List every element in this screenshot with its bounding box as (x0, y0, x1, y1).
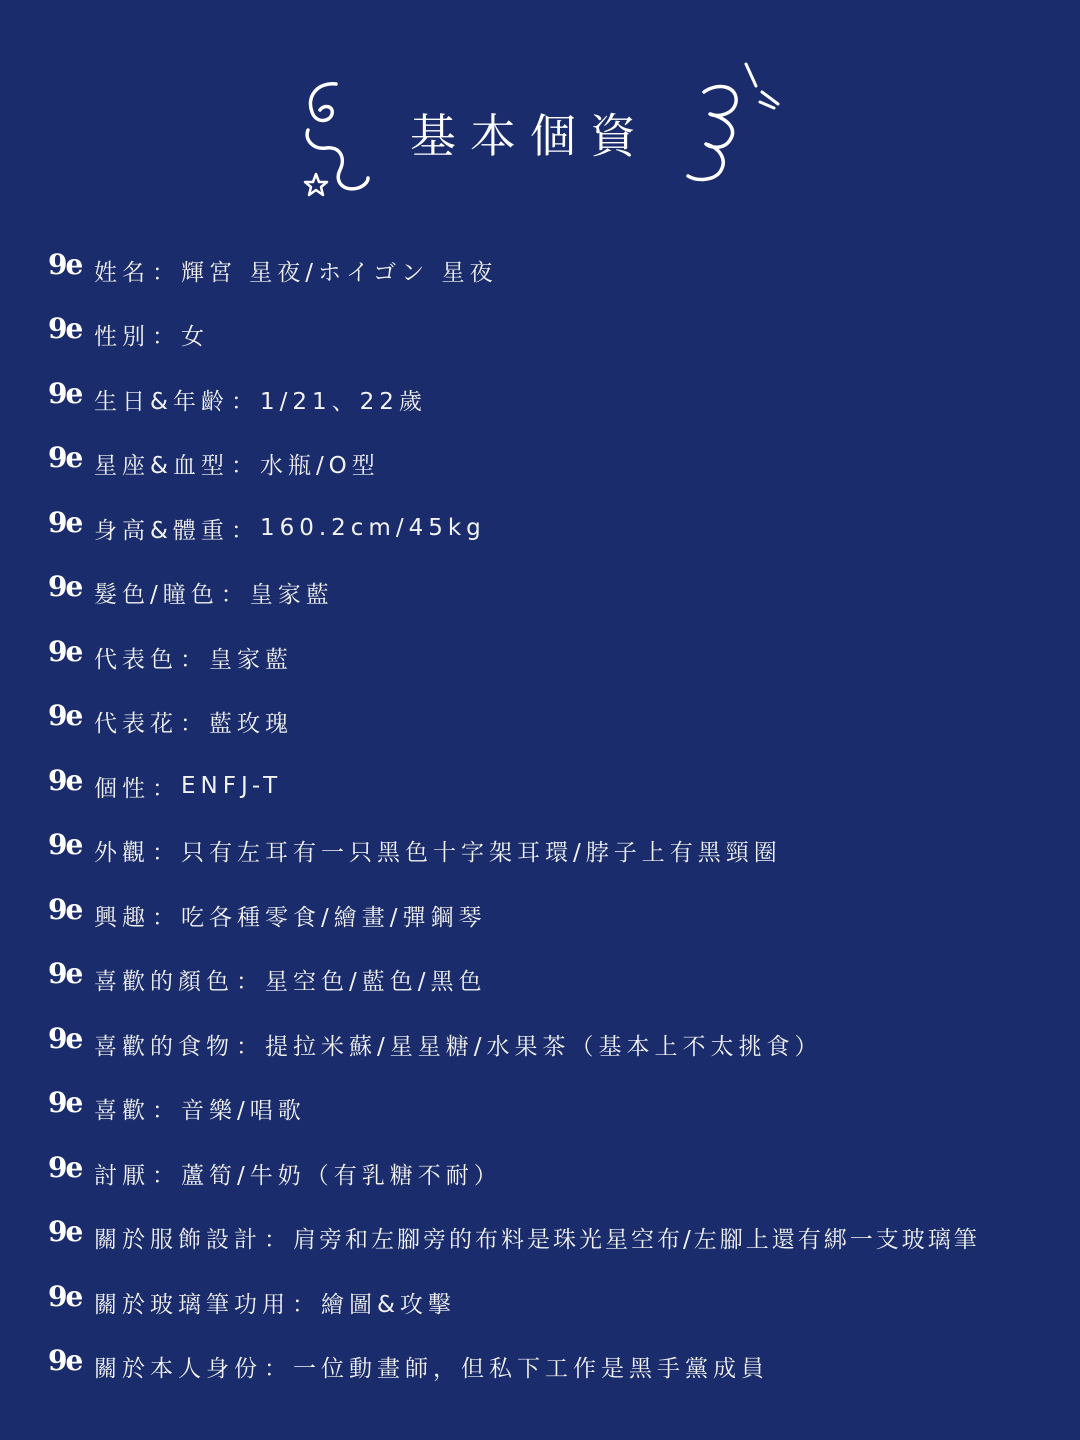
bullet-icon: 9e (48, 828, 82, 861)
list-item (48, 561, 334, 625)
item-label: 代表花 (94, 711, 178, 737)
item-separator: ： (230, 517, 254, 544)
item-label: 關於服飾設計 (94, 1227, 262, 1253)
item-label: 代表色 (94, 646, 178, 673)
item-separator: ： (230, 453, 254, 479)
item-value: 肩旁和左腳旁的布料是珠光星空布/左腳上還有綁一支玻璃筆 (293, 1227, 980, 1253)
bullet-icon: 9e (48, 1086, 82, 1119)
list-item (48, 432, 380, 496)
item-value: 1/21、22歲 (259, 388, 427, 415)
item-value: 只有左耳有一只黑色十字架耳環/脖子上有黑頸圈 (181, 840, 782, 866)
item-label: 生日&年齡 (94, 388, 229, 415)
bullet-icon: 9e (48, 1344, 82, 1377)
list-item (48, 1077, 306, 1141)
item-value: 水瓶/O型 (259, 453, 380, 479)
item-value: 輝宮 星夜/ホイゴン 星夜 (181, 259, 498, 286)
star-squiggle-icon (296, 78, 376, 206)
item-value: 160.2cm/45kg (259, 515, 486, 541)
list-item (48, 1206, 980, 1270)
bullet-icon: 9e (48, 957, 82, 990)
bullet-icon: 9e (48, 1279, 82, 1313)
item-label: 喜歡的食物 (94, 1033, 234, 1060)
list-item (48, 1141, 502, 1205)
item-separator: ： (236, 1033, 259, 1060)
list-item (48, 496, 486, 560)
item-separator: ： (236, 969, 259, 995)
bullet-icon: 9e (48, 892, 82, 926)
bullet-icon: 9e (48, 699, 82, 732)
list-item (48, 1012, 823, 1076)
list-item (48, 948, 487, 1012)
item-value: 女 (181, 324, 209, 350)
item-label: 姓名 (94, 259, 150, 286)
item-label: 髮色/瞳色 (94, 582, 219, 608)
list-item (48, 819, 782, 883)
sparkle-squiggle-icon (680, 56, 790, 186)
list-item (48, 883, 487, 947)
page-title: 基本個資 (410, 109, 650, 163)
item-label: 星座&血型 (94, 453, 229, 479)
bullet-icon: 9e (48, 634, 82, 668)
item-separator: ： (264, 1227, 287, 1253)
list-item (48, 1270, 456, 1334)
item-value: 皇家藍 (249, 582, 334, 608)
bullet-icon: 9e (48, 1150, 82, 1184)
item-separator: ： (292, 1291, 315, 1318)
bullet-icon: 9e (48, 247, 82, 281)
item-label: 關於玻璃筆功用 (94, 1291, 290, 1318)
item-separator: ： (230, 388, 254, 415)
bullet-icon: 9e (48, 441, 82, 474)
item-label: 關於本人身份 (94, 1356, 262, 1382)
item-label: 喜歡 (94, 1098, 150, 1124)
item-separator: ： (180, 711, 203, 737)
item-label: 喜歡的顏色 (94, 969, 234, 995)
bullet-icon: 9e (48, 1021, 82, 1055)
list-item (48, 1335, 769, 1399)
item-separator: ： (180, 646, 203, 673)
item-value: ENFJ-T (181, 773, 283, 799)
list-item (48, 690, 293, 754)
item-value: 星空色/藍色/黑色 (265, 969, 487, 995)
bullet-icon: 9e (48, 570, 82, 603)
list-item (48, 625, 293, 689)
item-separator: ： (152, 1098, 175, 1124)
item-value: 皇家藍 (209, 646, 293, 673)
item-separator: ： (152, 904, 175, 931)
item-value: 音樂/唱歌 (181, 1098, 306, 1124)
item-label: 身高&體重 (94, 517, 229, 544)
bullet-icon: 9e (48, 312, 82, 345)
item-value: 提拉米蘇/星星糖/水果茶（基本上不太挑食） (265, 1033, 823, 1060)
item-label: 性別 (94, 324, 150, 350)
item-label: 興趣 (94, 904, 150, 931)
item-value: 繪圖&攻擊 (321, 1291, 456, 1318)
item-label: 討厭 (94, 1162, 150, 1189)
item-label: 外觀 (94, 840, 150, 866)
bullet-icon: 9e (48, 376, 82, 410)
item-value: 吃各種零食/繪畫/彈鋼琴 (181, 904, 487, 931)
item-value: 蘆筍/牛奶（有乳糖不耐） (181, 1162, 502, 1189)
bullet-icon: 9e (48, 763, 82, 797)
item-separator: ： (152, 324, 175, 350)
list-item (48, 238, 497, 302)
item-label: 個性 (94, 775, 150, 802)
item-separator: ： (152, 259, 175, 286)
list-item (48, 367, 427, 431)
item-value: 藍玫瑰 (209, 711, 293, 737)
item-value: 一位動畫師，但私下工作是黑手黨成員 (293, 1356, 769, 1382)
item-separator: ： (264, 1356, 287, 1382)
bullet-icon: 9e (48, 505, 82, 539)
item-separator: ： (152, 840, 175, 866)
list-item (48, 303, 209, 367)
item-separator: ： (220, 582, 244, 608)
item-separator: ： (152, 1162, 175, 1189)
bullet-icon: 9e (48, 1215, 82, 1248)
item-separator: ： (152, 775, 175, 802)
list-item (48, 754, 282, 818)
